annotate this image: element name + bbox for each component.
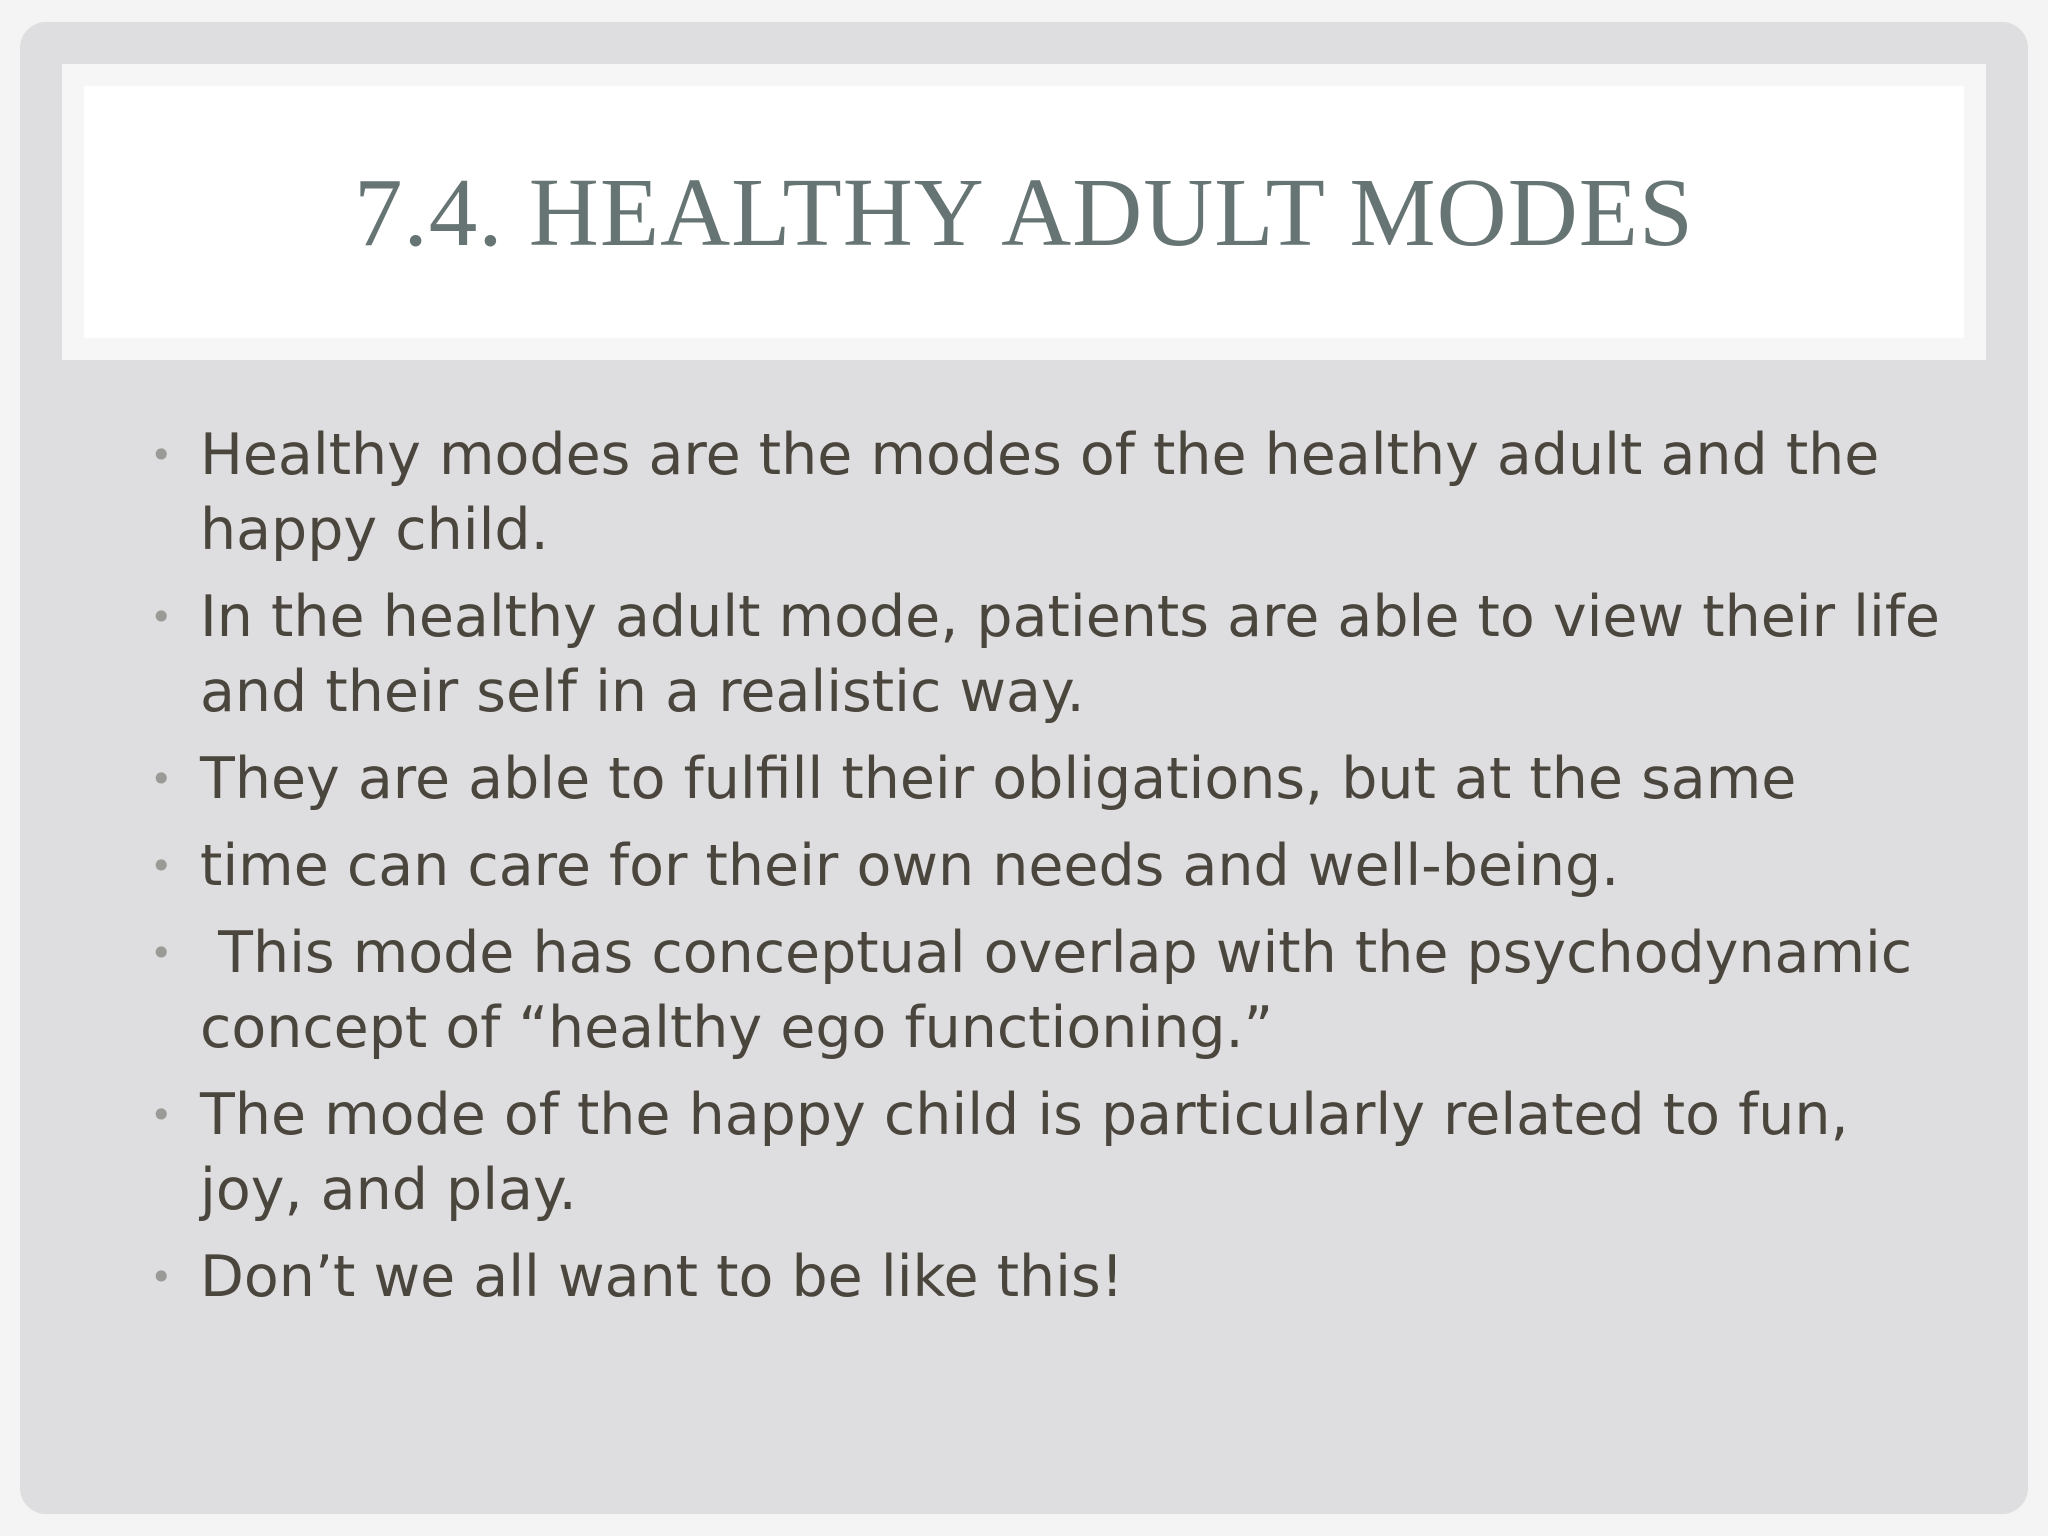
title-box-inner bbox=[84, 86, 1964, 338]
bullet-item bbox=[146, 829, 1946, 904]
bullet-item bbox=[146, 1240, 1946, 1315]
bullet-icon: • bbox=[150, 931, 173, 975]
bullet-list bbox=[146, 418, 1959, 1327]
bullet-text: In the healthy adult mode, patients are able to view their life and their self in a realistic way. bbox=[200, 584, 1959, 725]
bullet-text: They are able to fulfill their obligations, but at the same bbox=[200, 746, 1797, 812]
slide bbox=[20, 22, 2028, 1514]
bullet-item bbox=[146, 742, 1946, 817]
bullet-icon: • bbox=[150, 595, 173, 639]
bullet-item bbox=[146, 580, 1959, 730]
bullet-text: time can care for their own needs and well-being. bbox=[200, 833, 1620, 899]
bullet-icon: • bbox=[150, 1093, 173, 1137]
bullet-icon: • bbox=[150, 1255, 173, 1299]
bullet-text: Healthy modes are the modes of the healthy adult and the happy child. bbox=[200, 422, 1898, 563]
bullet-item bbox=[146, 916, 1946, 1066]
title-box bbox=[62, 64, 1986, 360]
bullet-item bbox=[146, 1078, 1946, 1228]
bullet-icon: • bbox=[150, 433, 173, 477]
bullet-item bbox=[146, 418, 1946, 568]
bullet-text: This mode has conceptual overlap with the psychodynamic concept of “healthy ego functioning.” bbox=[200, 920, 1931, 1061]
bullet-icon: • bbox=[150, 844, 173, 888]
bullet-text: Don’t we all want to be like this! bbox=[200, 1244, 1124, 1310]
bullet-icon: • bbox=[150, 757, 173, 801]
slide-title: 7.4. HEALTHY ADULT MODES bbox=[354, 158, 1694, 266]
bullet-text: The mode of the happy child is particularly related to fun, joy, and play. bbox=[200, 1082, 1867, 1223]
